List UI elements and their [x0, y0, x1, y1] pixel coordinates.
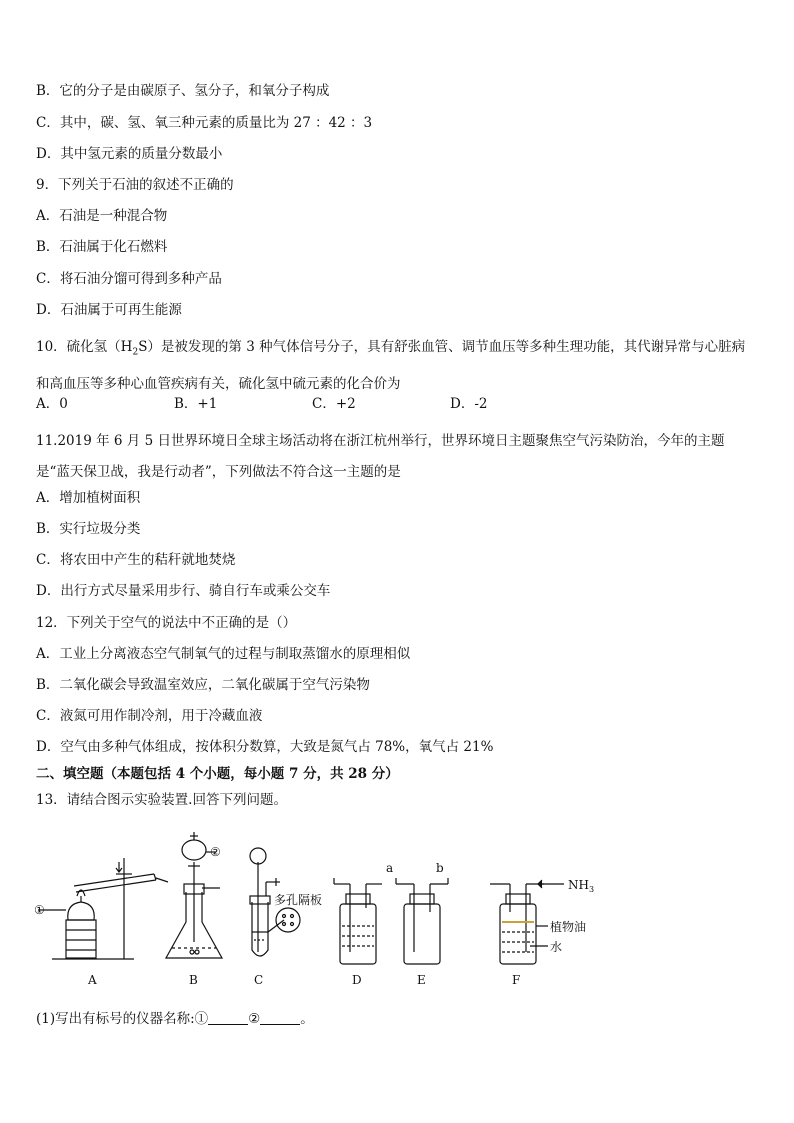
- porous-plate-label: 多孔隔板: [274, 893, 323, 907]
- option-12b: B．二氧化碳会导致温室效应，二氧化碳属于空气污染物: [36, 677, 370, 693]
- label-a: A: [88, 973, 97, 987]
- label-b: B: [189, 973, 198, 987]
- question-13: 13．请结合图示实验装置.回答下列问题。: [36, 792, 287, 808]
- option-b-8: B．它的分子是由碳原子、氢分子，和氧分子构成: [36, 83, 330, 99]
- label-d: D: [352, 973, 362, 987]
- option-12c: C．液氮可用作制冷剂，用于冷藏血液: [36, 708, 263, 724]
- mark-2: ②: [210, 845, 221, 859]
- option-c-8: C．其中，碳、氢、氧三种元素的质量比为 27 ：42 ：3: [36, 115, 373, 131]
- tube-b-label: b: [436, 861, 444, 875]
- option-11b: B．实行垃圾分类: [36, 521, 141, 537]
- option-9d: D．石油属于可再生能源: [36, 302, 182, 318]
- apparatus-d: [334, 878, 382, 964]
- option-10a: A．0: [36, 396, 68, 412]
- answer-blank-2[interactable]: [260, 1011, 300, 1025]
- label-e: E: [417, 973, 426, 987]
- option-12a: A．工业上分离液态空气制氧气的过程与制取蒸馏水的原理相似: [36, 646, 411, 662]
- option-10c: C．+2: [312, 396, 356, 412]
- label-f: F: [512, 973, 521, 987]
- question-12: 12．下列关于空气的说法中不正确的是（）: [36, 615, 297, 631]
- tube-a-label: a: [386, 861, 394, 875]
- section-heading-fill-in: 二、填空题（本题包括 4 个小题，每小题 7 分，共 28 分）: [36, 766, 399, 782]
- option-11d: D．出行方式尽量采用步行、骑自行车或乘公交车: [36, 583, 331, 599]
- option-11a: A．增加植树面积: [36, 490, 141, 506]
- option-10b: B．+1: [174, 396, 218, 412]
- apparatus-e: [396, 878, 448, 964]
- question-9: 9．下列关于石油的叙述不正确的: [36, 177, 234, 193]
- option-d-8: D．其中氢元素的质量分数最小: [36, 146, 223, 162]
- oil-label: 植物油: [550, 920, 587, 934]
- option-10d: D．-2: [450, 396, 488, 412]
- water-label: 水: [550, 940, 563, 954]
- option-11c: C．将农田中产生的秸秆就地焚烧: [36, 552, 236, 568]
- option-9c: C．将石油分馏可得到多种产品: [36, 271, 222, 287]
- options-10: [36, 395, 588, 413]
- option-9a: A．石油是一种混合物: [36, 208, 168, 224]
- option-12d: D．空气由多种气体组成，按体积分数算，大致是氮气占 78%，氧气占 21%: [36, 739, 494, 755]
- question-11: 11.2019 年 6 月 5 日世界环境日全球主场活动将在浙江杭州举行，世界环境日主题聚焦空气污染防治，今年的主题是“蓝天保卫战，我是行动者”，下列做法不符合这一主题的是: [36, 433, 725, 480]
- question-13-part-1: (1)写出有标号的仪器名称:① ② 。: [36, 1011, 314, 1027]
- mark-1: ①: [34, 903, 45, 917]
- label-c: C: [254, 973, 264, 987]
- question-10: 10．硫化氢$(H_2S)$是被发现的第 3 种气体信号分子，具有舒张血管、调节血压等多种生理功能，其代谢异常与心脏病和高血压等多种心血管疾病有关，硫化氢中硫元素的化合价为: [36, 339, 746, 392]
- apparatus-svg: [34, 822, 644, 992]
- apparatus-a: [38, 858, 168, 959]
- apparatus-figure: [34, 822, 644, 992]
- nh3-label: $NH_3$: [568, 878, 595, 894]
- answer-blank-1[interactable]: [208, 1011, 248, 1025]
- option-9b: B．石油属于化石燃料: [36, 239, 168, 255]
